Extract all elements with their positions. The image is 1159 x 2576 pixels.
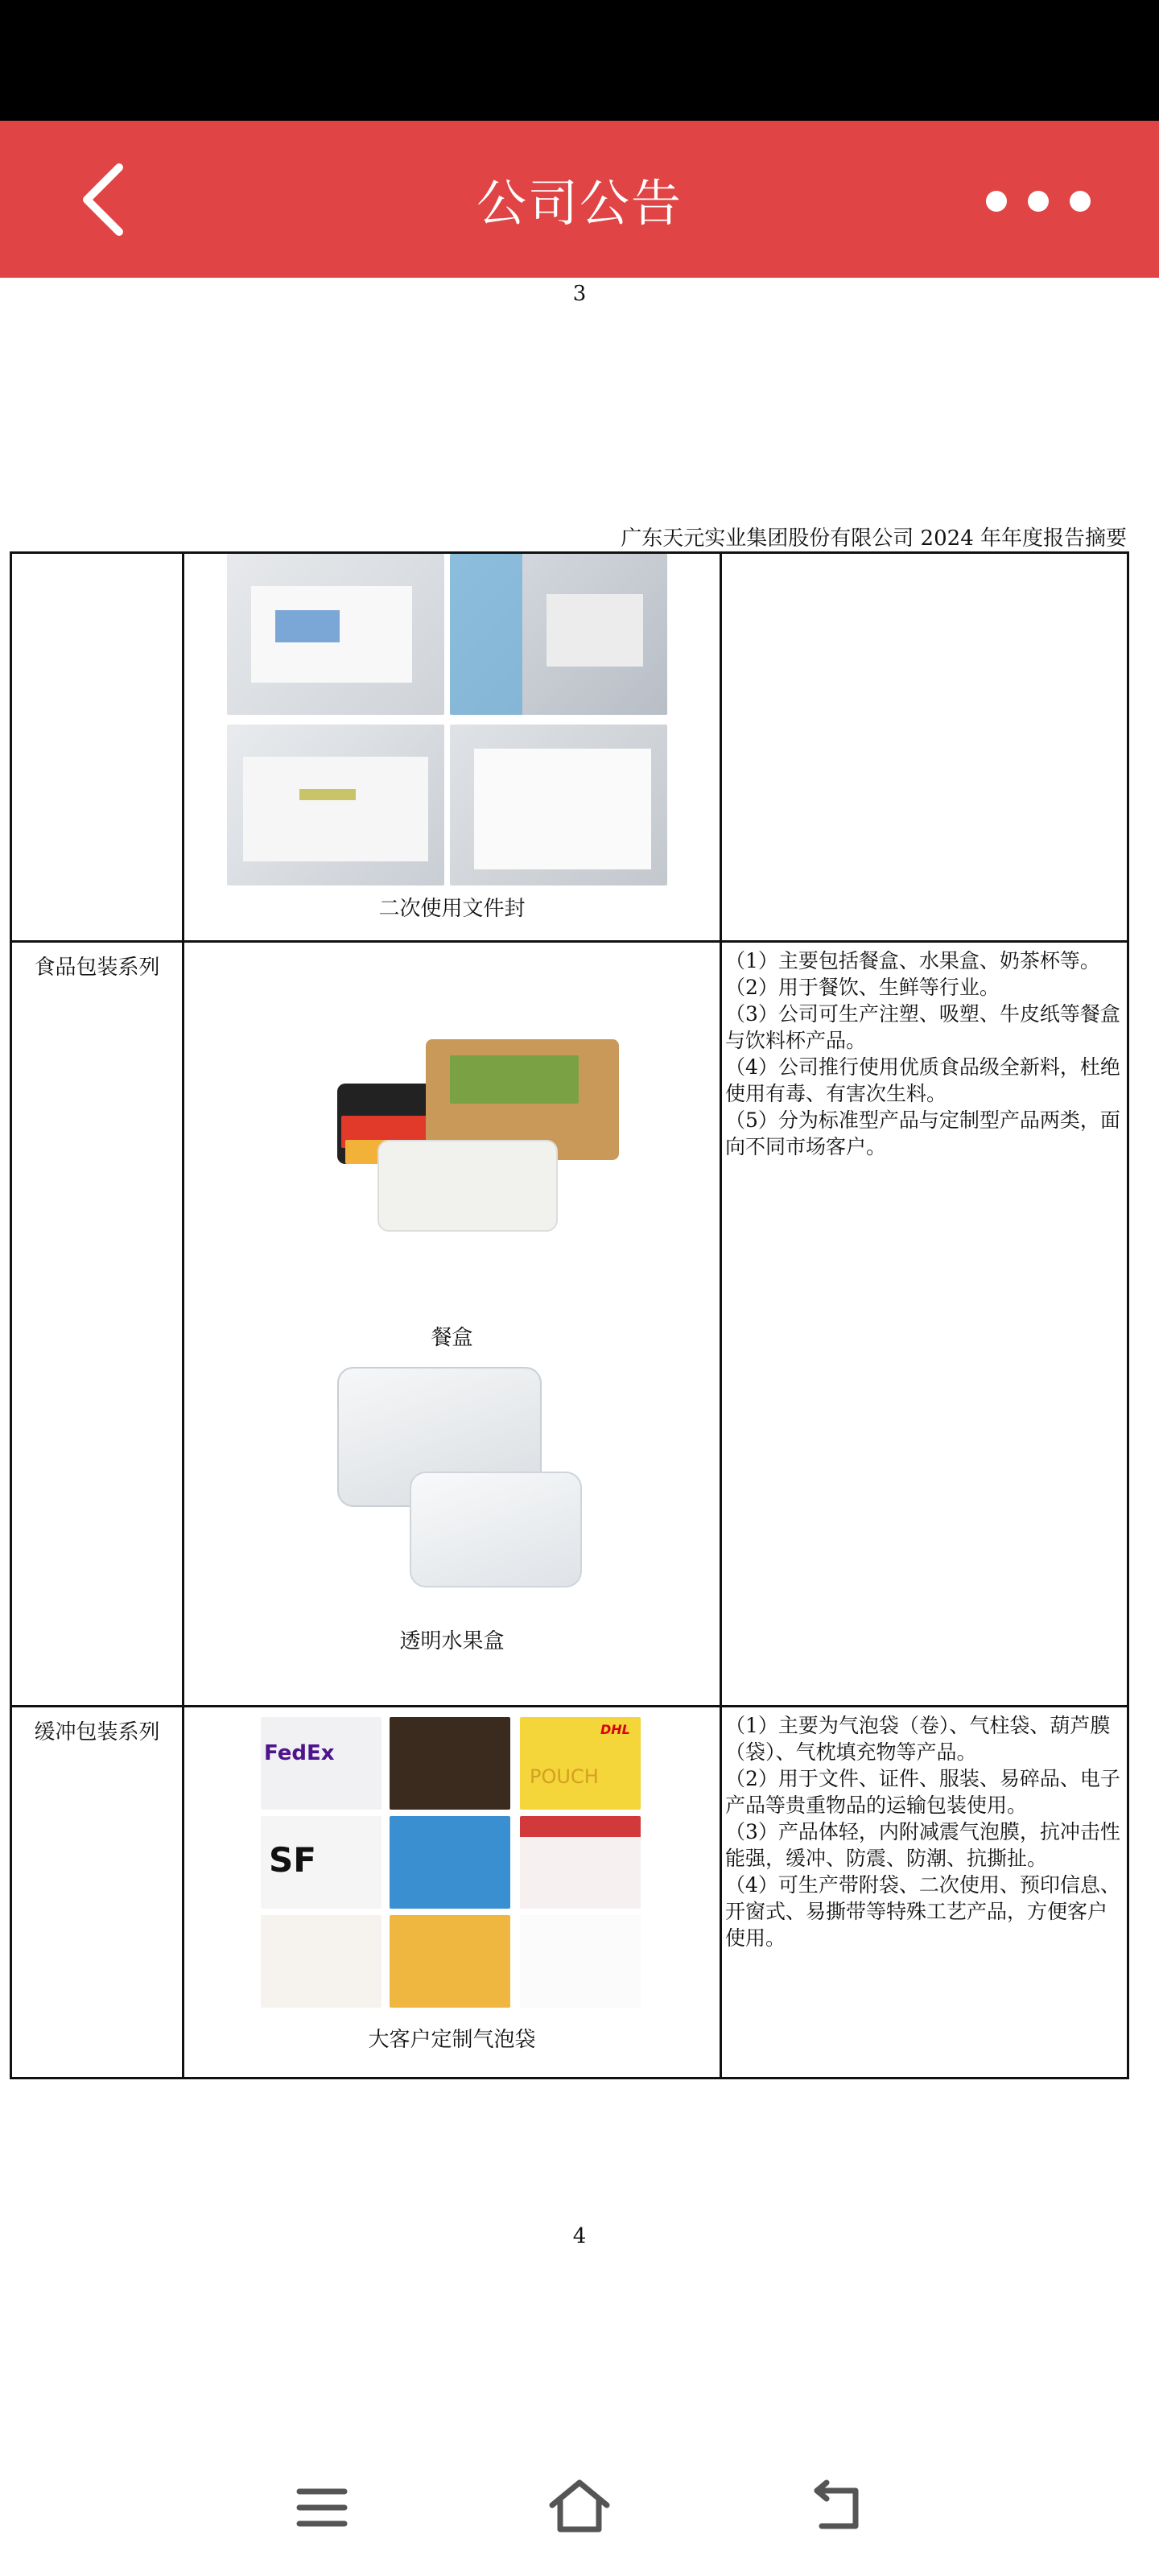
envelope-image: [184, 554, 720, 892]
bubble-bag-label: POUCH: [530, 1765, 599, 1788]
category-cell: 食品包装系列: [11, 942, 184, 1707]
page-title: 公司公告: [476, 174, 683, 233]
status-bar: [0, 0, 1159, 121]
category-cell: [11, 553, 184, 942]
dot-icon: [1028, 191, 1049, 212]
image-caption: 餐盒: [431, 1326, 473, 1350]
description-line: （1）主要包括餐盒、水果盒、奶茶杯等。: [725, 949, 1100, 972]
description-line: （3）公司可生产注塑、吸塑、牛皮纸等餐盒与饮料杯产品。: [725, 1002, 1120, 1052]
image-cell: [184, 553, 721, 942]
image-caption: 大客户定制气泡袋: [368, 2028, 536, 2052]
bubble-bag-image: [184, 1707, 720, 2023]
description-cell: [721, 553, 1128, 942]
image-cell: [184, 942, 721, 1707]
bubble-bag-label: SF: [269, 1840, 316, 1880]
description-line: （3）产品体轻，内附减震气泡膜，抗冲击性能强，缓冲、防震、防潮、抗撕扯。: [725, 1820, 1120, 1870]
description-line: （1）主要为气泡袋（卷）、气柱袋、葫芦膜（袋）、气枕填充物等产品。: [725, 1714, 1111, 1764]
description-line: （4）可生产带附袋、二次使用、预印信息、开窗式、易撕带等特殊工艺产品，方便客户使用。: [725, 1873, 1120, 1950]
bottom-nav: [0, 2463, 1159, 2552]
dot-icon: [1070, 191, 1091, 212]
table-row: [11, 942, 1128, 1707]
image-caption: 二次使用文件封: [378, 897, 526, 921]
dot-icon: [986, 191, 1007, 212]
bubble-bag-label: FedEx: [264, 1741, 335, 1765]
back-button[interactable]: [72, 159, 137, 240]
more-button[interactable]: [966, 177, 1111, 225]
description-line: （5）分为标准型产品与定制型产品两类，面向不同市场客户。: [725, 1108, 1120, 1158]
app-header: [0, 121, 1159, 278]
fruit-box-image: [184, 1351, 720, 1624]
bubble-bag-label: DHL: [600, 1722, 630, 1737]
image-caption: 透明水果盒: [399, 1629, 505, 1653]
description-cell: [721, 1707, 1128, 2079]
page-number-bottom: 4: [572, 2224, 587, 2248]
description-line: （2）用于文件、证件、服装、易碎品、电子产品等贵重物品的运输包装使用。: [725, 1767, 1120, 1817]
description-cell: [721, 942, 1128, 1707]
description-line: （2）用于餐饮、生鲜等行业。: [725, 976, 1000, 999]
meal-box-image: [184, 943, 720, 1321]
category-cell: 缓冲包装系列: [11, 1707, 184, 2079]
table-row: [11, 553, 1128, 942]
back-icon[interactable]: [809, 2479, 865, 2534]
report-title: 广东天元实业集团股份有限公司 2024 年年度报告摘要: [621, 526, 1127, 551]
description-line: （4）公司推行使用优质食品级全新料，杜绝使用有毒、有害次生料。: [725, 1055, 1120, 1105]
image-cell: [184, 1707, 721, 2079]
table-row: [11, 1707, 1128, 2079]
menu-icon[interactable]: [296, 2483, 348, 2532]
page-number-top: 3: [572, 282, 587, 306]
chevron-left-icon: [72, 159, 137, 240]
home-icon[interactable]: [547, 2478, 612, 2534]
product-table: [10, 551, 1129, 2079]
